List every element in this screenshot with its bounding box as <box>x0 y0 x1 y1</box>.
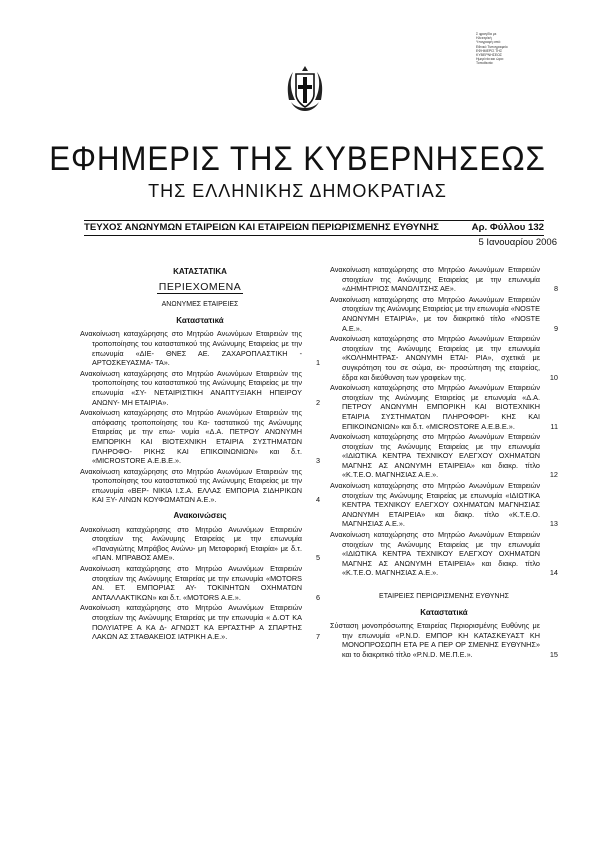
subsection-heading: Ανακοινώσεις <box>173 511 227 521</box>
contents-heading-text: ΠΕΡΙΕΧΟΜΕΝΑ <box>158 280 242 293</box>
toc-entry-text: Ανακοίνωση καταχώρησης στο Μητρώο Ανωνύμων Εταιρειών της τροποποίησης του καταστατικού της Ανώνυμης Εταιρείας με την επωνυμία «ΔΙΕ- ΘΝΕΣ ΑΕ. ΖΑΧΑΡΟΠΛΑΣΤΙΚΗ - ΑΡΤΟΣΚΕΥΑΣΜΑ- ΤΑ». <box>80 329 302 368</box>
subsection-heading: Καταστατικά <box>176 315 224 325</box>
section-heading: ΕΤΑΙΡΕΙΕΣ ΠΕΡΙΩΡΙΣΜΕΝΗΣ ΕΥΘΥΝΗΣ <box>379 593 509 600</box>
toc-entry[interactable] <box>330 334 558 382</box>
statutes-heading: ΚΑΤΑΣΤΑΤΙΚΑ <box>173 267 227 276</box>
toc-entry[interactable] <box>80 329 320 367</box>
issue-name: ΤΕΥΧΟΣ ΑΝΩΝΥΜΩΝ ΕΤΑΙΡΕΙΩΝ ΚΑΙ ΕΤΑΙΡΕΙΩΝ ΠΕΡΙΩΡΙΣΜΕΝΗΣ ΕΥΘΥΝΗΣ <box>84 222 439 233</box>
toc-entry-text: Ανακοίνωση καταχώρησης στο Μητρώο Ανωνύμων Εταιρειών στοιχείων της Ανώνυμης Εταιρείας με την επωνυμία «ΚΟΛΗΜΗΤΡΑΣ- ΑΝΩΝΥΜΗ ΕΤΑΙ- ΡΙΑ», σχετικά με συγκρότηση του σε σώμα, εκ- προσώπηση της εταιρείας, έδρα και διεύθυνση των γραφείων της. <box>330 334 540 382</box>
toc-entry[interactable] <box>330 530 558 578</box>
toc-entry[interactable] <box>80 369 320 407</box>
toc-page-number: 12 <box>549 470 558 480</box>
issue-row <box>84 222 544 236</box>
top-rule <box>84 220 544 221</box>
stamp-line: Εθνικό Τυπογραφείο <box>476 44 508 49</box>
stamp-line: ΕΦΗΜΕΡΙΣ ΤΗΣ <box>476 48 503 53</box>
toc-page-number: 7 <box>315 632 320 642</box>
toc-page-number: 8 <box>553 284 558 294</box>
contents-left-column <box>80 265 320 643</box>
toc-page-number: 4 <box>315 495 320 505</box>
toc-entry[interactable] <box>330 621 558 659</box>
signature-stamp <box>476 32 536 66</box>
toc-page-number: 6 <box>315 592 320 602</box>
toc-page-number: 5 <box>315 553 320 563</box>
section-heading: ΑΝΩΝΥΜΕΣ ΕΤΑΙΡΕΙΕΣ <box>161 301 239 309</box>
toc-entry[interactable] <box>330 432 558 480</box>
toc-page-number: 14 <box>549 568 558 578</box>
toc-page-number: 2 <box>315 397 320 407</box>
stamp-line: Ηλεκτρ/κή <box>476 36 492 41</box>
toc-page-number: 15 <box>549 649 558 659</box>
toc-entry[interactable] <box>330 265 558 294</box>
toc-entry[interactable] <box>330 383 558 431</box>
toc-entry[interactable] <box>80 408 320 466</box>
toc-page-number: 3 <box>315 456 320 466</box>
greek-coat-of-arms-icon <box>285 62 325 120</box>
toc-entry-text: Ανακοίνωση καταχώρησης στο Μητρώο Ανωνύμων Εταιρειών στοιχείων της Ανώνυμης Εταιρείας με την επωνυμία «ΙΔΙΩΤΙΚΑ ΚΕΝΤΡΑ ΤΕΧΝΙΚΟΥ ΕΛΕΓΧΟΥ ΟΧΗΜΑΤΩΝ ΜΑΓΝΗΣ ΑΣ ΑΝΩΝΥΜΗ ΕΤΑΙΡΕΙΑ» και διακρ. τίτλο «Κ.Τ.Ε.Ο. ΜΑΓΝΗΣΙΑΣ Α.Ε.». <box>330 432 540 480</box>
stamp-line: Υπογραφή από: <box>476 40 501 45</box>
toc-page-number: 11 <box>550 421 558 431</box>
toc-page-number: 1 <box>315 358 320 368</box>
toc-entry-text: Σύσταση μονοπρόσωπης Εταιρείας Περιορισμένης Ευθύνης με την επωνυμία «P.N.D. ΕΜΠΟΡ ΚΗ ΚΑΤΑΣΚΕΥΑΣΤ ΚΗ ΜΟΝΟΠΡΟΣΩΠΗ ΕΤΑ ΡΕ Α ΠΕΡ ΟΡ ΣΜΕΝΗΣ ΕΥΘΥΝΗΣ» και το διακριτικό τίτλο «P.N.D. ΜΕ.Π.Ε.». <box>330 621 540 659</box>
toc-entry-text: Ανακοίνωση καταχώρησης στο Μητρώο Ανωνύμων Εταιρειών στοιχείων της Ανώνυμης Εταιρείας με την επωνυμία «ΙΔΙΩΤΙΚΑ ΚΕΝΤΡΑ ΤΕΧΝΙΚΟΥ ΕΛΕΓΧΟΥ ΟΧΗΜΑΤΩΝ ΜΑΓΝΗΣ ΑΣ ΑΝΩΝΥΜΗ ΕΤΑΙΡΕΙΑ» και διακρ. τίτλο «Κ.Τ.Ε.Ο. ΜΑΓΝΗΣΙΑΣ Α.Ε.». <box>330 530 540 578</box>
stamp-line: Ημερ/νία και ώρα: <box>476 57 504 62</box>
stamp-line: Τοποθεσία: <box>476 61 494 66</box>
bottom-rule <box>84 235 544 236</box>
toc-entry-text: Ανακοίνωση καταχώρησης στο Μητρώο Ανωνύμων Εταιρειών στοιχείων της Ανώνυμης Εταιρείας με την επωνυμία «Παναγιώτης Μπράβος Ανώνυ- μη Μεταφορική Εταιρία» με δ.τ. «ΠΑΝ. ΜΠΡΑΒΟΣ ΑΜΕ». <box>80 524 302 563</box>
toc-entry[interactable] <box>80 525 320 563</box>
toc-entry-text: Ανακοίνωση καταχώρησης στο Μητρώο Ανωνύμων Εταιρειών της τροποποίησης του καταστατικού της Ανώνυμης Εταιρείας με την επωνυμία «ΣΥ- ΝΕΤΑΙΡΙΣΤΙΚΗ ΑΝΑΠΤΥΞΙΑΚΗ ΗΠΕΙΡΟΥ ΑΝΩΝΥ- ΜΗ ΕΤΑΙΡΙΑ». <box>80 368 302 407</box>
stamp-line: Σ φραγίδα με <box>476 32 497 36</box>
toc-page-number: 9 <box>553 323 558 333</box>
toc-entry-text: Ανακοίνωση καταχώρησης στο Μητρώο Ανωνύμων Εταιρειών στοιχείων της Ανώνυμης Εταιρείας με την επωνυμία «MOTORS ΑΝ. ΕΤ. ΕΜΠΟΡΙΑΣ ΑΥ- ΤΟΚΙΝΗΤΩΝ ΟΧΗΜΑΤΩΝ ΑΝΤΑΛΛΑΚΤΙΚΩΝ» και δ.τ. «MOTORS Α.Ε.». <box>80 564 302 602</box>
toc-entry-text: Ανακοίνωση καταχώρησης στο Μητρώο Ανωνύμων Εταιρειών στοιχείων της Ανώνυμης Εταιρείας με επωνυμία «Δ.Α. ΠΕΤΡΟΥ ΑΝΩΝΥΜΗ ΕΜΠΟΡΙΚΗ ΚΑΙ ΒΙΟΤΕΧΝΙΚΗ ΕΤΑΙΡΙΑ ΣΥΣΤΗΜΑΤΩΝ ΠΛΗΡΟΦΟΡΙ- ΚΗΣ ΚΑΙ ΕΠΙΚΟΙΝΩΝΙΩΝ» και δ.τ. «MICROSTORE Α.Ε.Β.Ε.». <box>330 383 540 431</box>
toc-entry-text: Ανακοίνωση καταχώρησης στο Μητρώο Ανωνύμων Εταιρειών στοιχείων της Ανώνυμης Εταιρείας με την επωνυμία «ΔΗΜΗΤΡΙΟΣ ΜΑΝΩΛΙΤΣΗΣ ΑΕ». <box>330 265 540 294</box>
issue-date: 5 Ιανουαρίου 2006 <box>478 237 557 248</box>
contents-right-column <box>330 265 558 661</box>
gazette-subtitle: ΤΗΣ ΕΛΛΗΝΙΚΗΣ ΔΗΜΟΚΡΑΤΙΑΣ <box>148 181 447 201</box>
toc-entry-text: Ανακοίνωση καταχώρησης στο Μητρώο Ανωνύμων Εταιρειών στοιχείων της Ανώνυμης Εταιρείας με την επωνυμία « Δ.ΟΤ ΚΑ ΠΟΛΥΙΑΤΡΕ Α ΚΑ Δ- ΑΓΝΩΣΤ ΚΑ ΕΡΓΑΣΤΗΡ Α ΣΠΑΡΤΗΣ ΛΑΚΩΝ ΑΣ ΣΤΑΘΑΚΕΙΟΣ ΙΑΤΡΙΚΗ Α.Ε.». <box>80 603 302 642</box>
toc-page-number: 10 <box>549 372 558 382</box>
toc-entry[interactable] <box>80 603 320 641</box>
subsection-heading: Καταστατικά <box>420 607 468 617</box>
gazette-title: ΕΦΗΜΕΡΙΣ ΤΗΣ ΚΥΒΕΡΝΗΣΕΩΣ <box>49 140 546 178</box>
toc-entry-text: Ανακοίνωση καταχώρησης στο Μητρώο Ανωνύμων Εταιρειών της τροποποίησης του καταστατικού της Ανώνυμης Εταιρείας με την επωνυμία «ΒΕΡ- ΝΙΚΙΑ Ι.Σ.Α. ΕΛΛΑΣ ΕΜΠΟΡΙΑ ΣΙΔΗΡΙΚΩΝ ΚΑΙ ΞΥ- ΛΙΝΩΝ ΚΟΥΦΩΜΑΤΩΝ Α.Ε.». <box>80 466 302 505</box>
toc-entry[interactable] <box>80 564 320 602</box>
sheet-number: Αρ. Φύλλου 132 <box>471 222 544 233</box>
stamp-line: ΚΥΒΕΡΝΗΣΕΩΣ <box>476 53 503 58</box>
toc-entry-text: Ανακοίνωση καταχώρησης στο Μητρώο Ανωνύμων Εταιρειών στοιχείων της Ανώνυμης Εταιρείας με επωνυμία «ΙΔΙΩΤΙΚΑ ΚΕΝΤΡΑ ΤΕΧΝΙΚΟΥ ΕΛΕΓΧΟΥ ΟΧΗΜΑΤΩΝ ΜΑΓΝΗΣΙΑΣ ΑΝΩΝΥΜΗ ΕΤΑΙΡΕΙΑ» και διακρ. τίτλο «Κ.Τ.Ε.Ο. ΜΑΓΝΗΣΙΑΣ Α.Ε.». <box>330 481 540 529</box>
contents-heading <box>80 280 320 293</box>
toc-entry[interactable] <box>80 467 320 505</box>
toc-page-number: 13 <box>549 519 558 529</box>
toc-entry-text: Ανακοίνωση καταχώρησης στο Μητρώο Ανωνύμων Εταιρειών της απόφασης τροποποίησης του Κα- ταστατικού της Ανώνυμης Εταιρείας με την επω- νυμία «Δ.Α. ΠΕΤΡΟΥ ΑΝΩΝΥΜΗ ΕΜΠΟΡΙΚΗ ΚΑΙ ΒΙΟΤΕΧΝΙΚΗ ΕΤΑΙΡΙΑ ΣΥΣΤΗΜΑΤΩΝ ΠΛΗΡΟΦΟ- ΡΙΚΗΣ ΚΑΙ ΕΠΙΚΟΙΝΩΝΙΩΝ» και δ.τ. «MICROSTORE Α.Ε.Β.Ε.». <box>80 408 302 466</box>
toc-entry[interactable] <box>330 295 558 333</box>
toc-entry[interactable] <box>330 481 558 529</box>
toc-entry-text: Ανακοίνωση καταχώρησης στο Μητρώο Ανωνύμων Εταιρειών στοιχείων της Ανώνυμης Εταιρείας με την επωνυμία «NOSTE ΑΝΩΝΥΜΗ ΕΤΑΙΡΙΑ», με τον διακριτικό τίτλο «NOSTE Α.Ε.». <box>330 294 540 333</box>
